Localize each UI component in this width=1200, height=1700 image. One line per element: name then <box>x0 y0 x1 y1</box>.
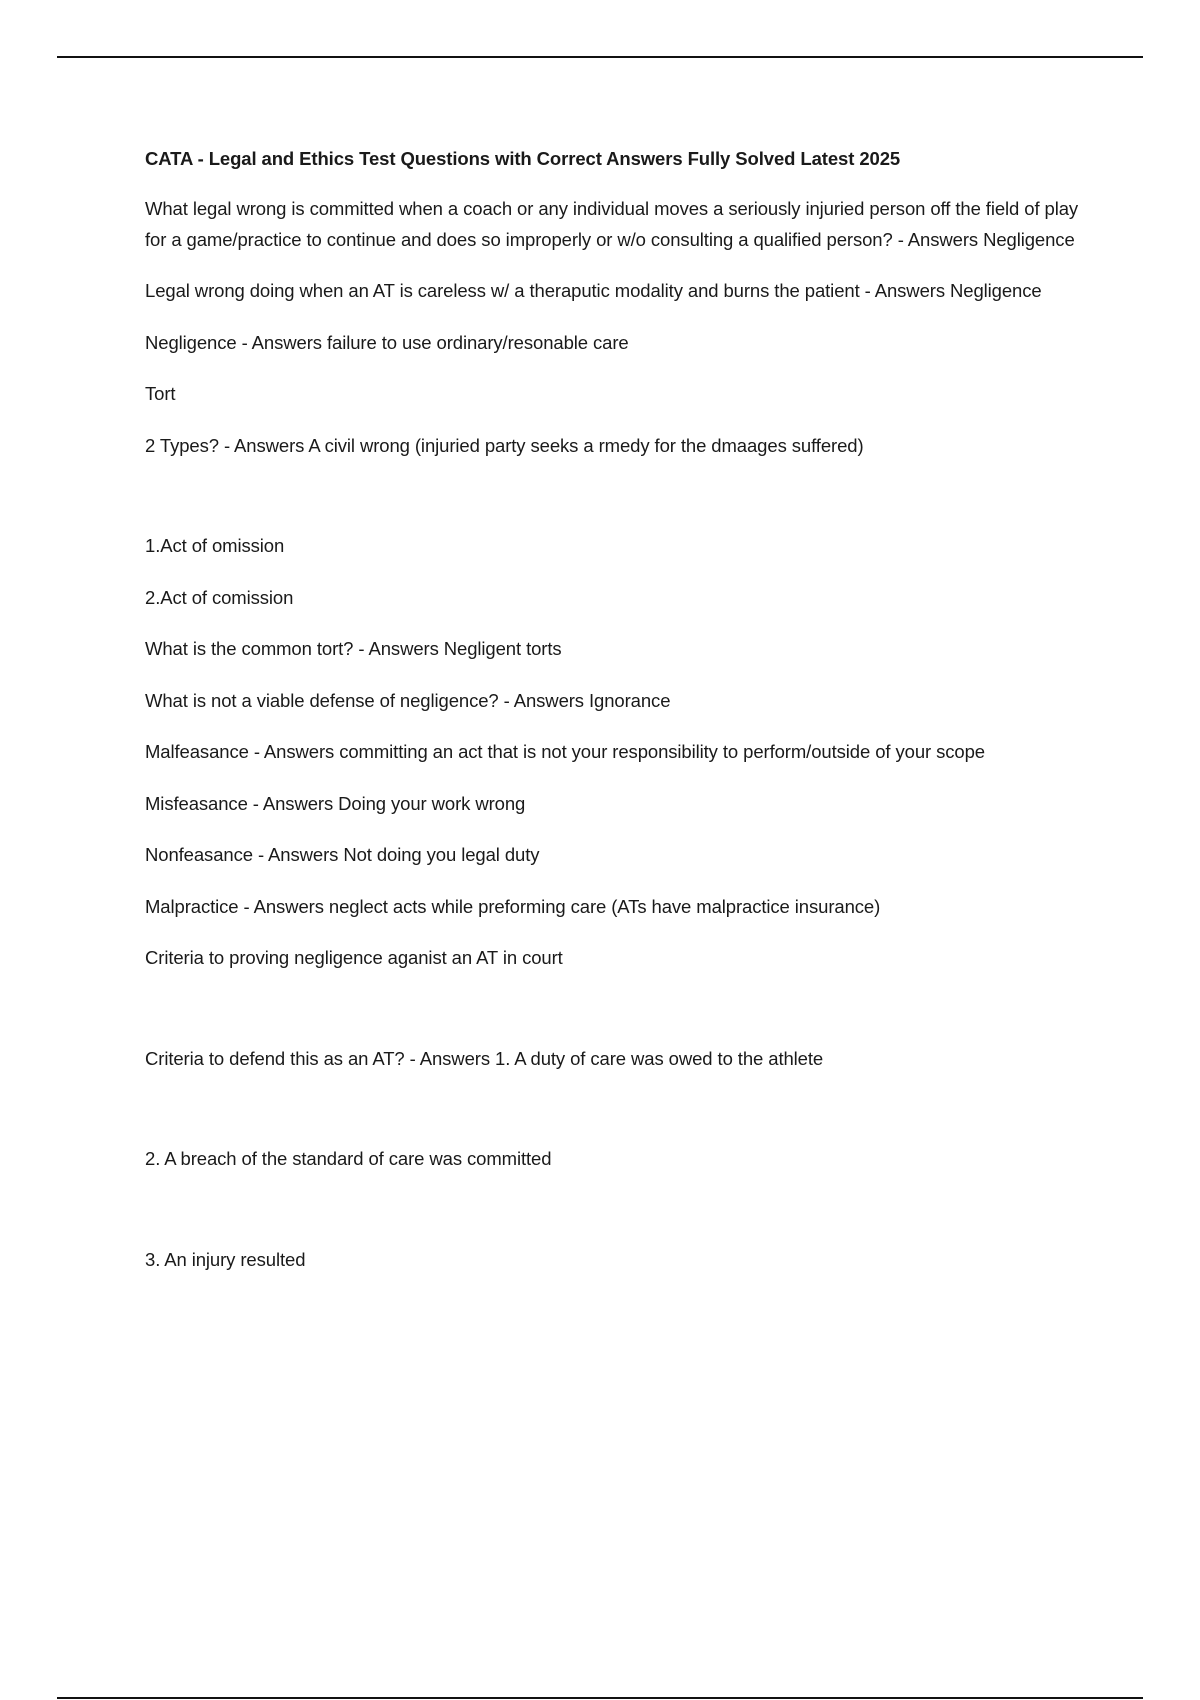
paragraph: 3. An injury resulted <box>145 1248 306 1270</box>
paragraph: What is not a viable defense of negligence? - Answers Ignorance <box>145 689 671 711</box>
header-rule <box>57 56 1143 58</box>
paragraph: 1.Act of omission <box>145 535 285 556</box>
paragraph: Tort <box>145 383 176 404</box>
footer-rule <box>57 1697 1143 1699</box>
paragraph: 2 Types? - Answers A civil wrong (injuried party seeks a rmedy for the dmaages suffered) <box>145 434 864 456</box>
paragraph: What legal wrong is committed when a coach or any individual moves a seriously injuried person off the field of play for a game/practice to continue and does so improperly or w/o consulting a qualified person? - Answers Negligence <box>145 198 1079 250</box>
paragraph: Negligence - Answers failure to use ordinary/resonable care <box>145 331 629 353</box>
paragraph: Malpractice - Answers neglect acts while preforming care (ATs have malpractice insurance) <box>145 895 881 917</box>
paragraph: 2.Act of comission <box>145 586 294 608</box>
paragraph: Nonfeasance - Answers Not doing you legal duty <box>145 844 540 865</box>
paragraph: Criteria to defend this as an AT? - Answers 1. A duty of care was owed to the athlete <box>145 1047 824 1069</box>
document-body <box>145 144 1090 1296</box>
paragraph: Malfeasance - Answers committing an act that is not your responsibility to perform/outside of your scope <box>145 741 985 762</box>
paragraph: Legal wrong doing when an AT is careless w/ a theraputic modality and burns the patient - Answers Negligence <box>145 280 1042 301</box>
document-title: CATA - Legal and Ethics Test Questions with Correct Answers Fully Solved Latest 2025 <box>145 148 901 169</box>
paragraph: 2. A breach of the standard of care was committed <box>145 1148 552 1169</box>
paragraph: Misfeasance - Answers Doing your work wrong <box>145 792 526 814</box>
paragraph: What is the common tort? - Answers Negligent torts <box>145 638 562 659</box>
paragraph: Criteria to proving negligence aganist an AT in court <box>145 947 563 968</box>
